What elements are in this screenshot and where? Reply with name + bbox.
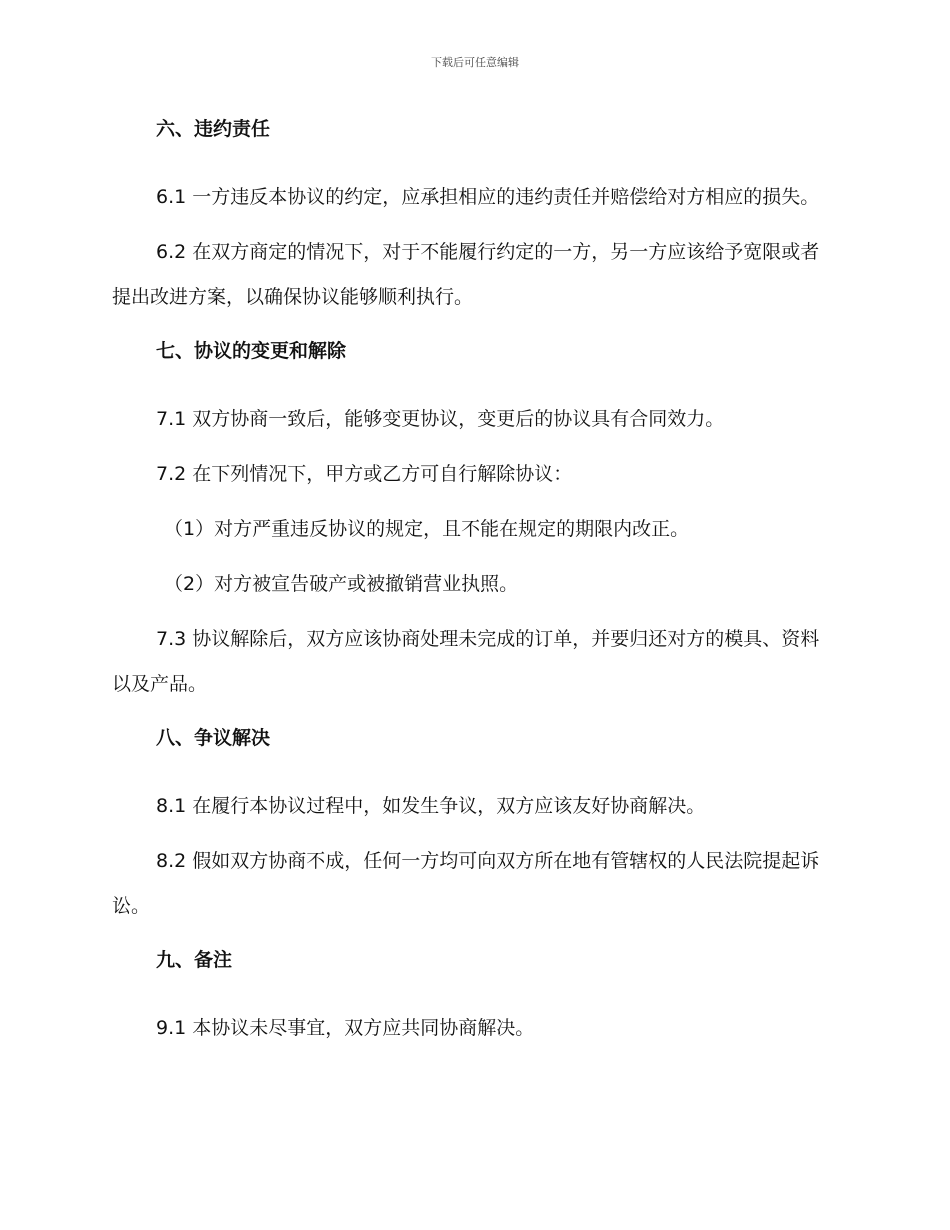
section-7-heading: 七、协议的变更和解除 — [156, 340, 347, 362]
section-8-heading: 八、争议解决 — [156, 727, 271, 749]
clause-6-2: 6.2 在双方商定的情况下，对于不能履行约定的一方，另一方应该给予宽限或者提出改进方案，以确保协议能够顺利执行。 — [112, 241, 820, 308]
page-header: 下载后可任意编辑 — [431, 56, 519, 69]
clause-7-2: 7.2 在下列情况下，甲方或乙方可自行解除协议： — [156, 463, 573, 485]
clause-7-3: 7.3 协议解除后，双方应该协商处理未完成的订单，并要归还对方的模具、资料以及产品。 — [112, 628, 820, 695]
clause-9-1: 9.1 本协议未尽事宜，双方应共同协商解决。 — [156, 1017, 535, 1039]
clause-7-1: 7.1 双方协商一致后，能够变更协议，变更后的协议具有合同效力。 — [156, 408, 725, 430]
clause-8-2: 8.2 假如双方协商不成，任何一方均可向双方所在地有管辖权的人民法院提起诉讼。 — [112, 850, 820, 917]
section-9-heading: 九、备注 — [156, 949, 233, 971]
clause-6-1: 6.1 一方违反本协议的约定，应承担相应的违约责任并赔偿给对方相应的损失。 — [156, 186, 820, 208]
section-6-heading: 六、违约责任 — [156, 118, 271, 140]
clause-8-1: 8.1 在履行本协议过程中，如发生争议，双方应该友好协商解决。 — [156, 795, 706, 817]
clause-7-2-item-2: （2）对方被宣告破产或被撤销营业执照。 — [164, 573, 519, 595]
document-body — [112, 108, 824, 1061]
clause-7-2-item-1: （1）对方严重违反协议的规定，且不能在规定的期限内改正。 — [164, 518, 690, 540]
